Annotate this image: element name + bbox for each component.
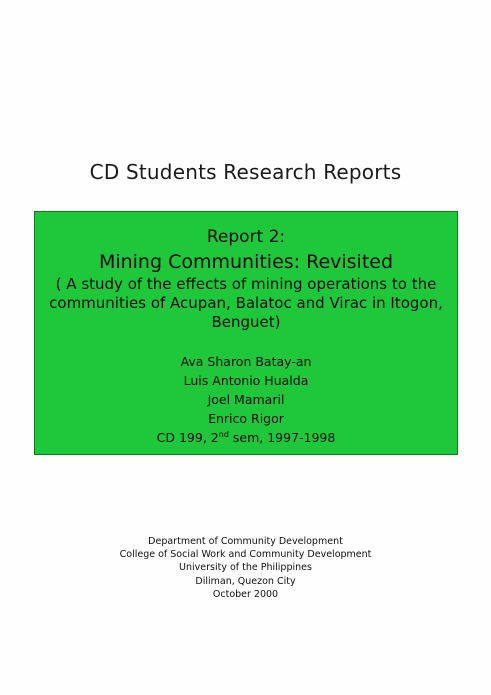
report-number: Report 2: [206,227,286,247]
university-line: University of the Philippines [179,562,312,574]
author-name: Joel Mamaril [207,392,285,407]
report-title-box [34,211,458,455]
date-line: October 2000 [212,588,279,600]
course-ordinal-suffix: nd [218,429,229,439]
location-line: Diliman, Quezon City [195,575,296,587]
author-name: Ava Sharon Batay-an [180,354,312,369]
college-line: College of Social Work and Community Development [119,549,372,561]
report-subtitle: ( A study of the effects of mining operations to the communities of Acupan, Balatoc and Virac in Itogon, Benguet) [49,275,443,331]
publisher-info [0,535,491,601]
author-name: Enrico Rigor [208,411,284,426]
course-info [35,428,457,447]
authors-list [35,352,457,447]
department-line: Department of Community Development [148,536,343,547]
author-name: Luis Antonio Hualda [183,373,309,388]
report-title: Mining Communities: Revisited [98,251,394,273]
course-prefix: CD 199, 2 [156,430,219,445]
series-title: CD Students Research Reports [89,160,402,184]
course-rest: sem, 1997-1998 [228,430,336,445]
